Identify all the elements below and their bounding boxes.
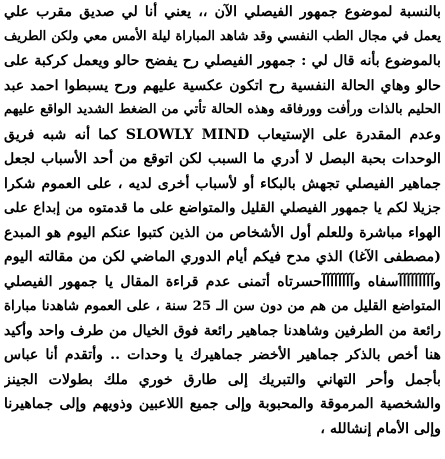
article-line: المتواضع القليل من هم من دون سن الـ 25 سنة ، على العموم شاهدنا مباراة (4, 298, 441, 314)
article-line: وإلى الأمام إنشالله ، (320, 420, 441, 437)
article-line: جماهير الفيصلي تجهش بالبكاء أو لأسباب أخرى لديه ، على العموم شكرا (4, 175, 441, 192)
article-body (4, 0, 441, 441)
article-line: يعمل في مجال الطب النفسي وقد شاهد المباراة ليلة الأمس معي ولكن الطريف (4, 28, 441, 44)
article-line: الحليم بالذات ورأفت وورفاقه وهذه الحالة تأتي من الضغط الشديد الواقع عليهم (4, 102, 441, 117)
article-line: بأجمل وأحر التهاني والتبريك إلى طارق خوري ملك بطولات الجينز (4, 371, 441, 388)
article-line: حالو وهاي الحالة النفسية رح اتكون عكسية عليهم ورح يسبطوا احمد عبد (4, 77, 441, 94)
article-line: وعدم المقدرة على الإستيعاب SLOWLY MIND كما أنه شبه فريق (4, 126, 441, 143)
article-line: الهواء مباشرة وللعلم أول الأشخاص من الذين كتبوا عنكم اليوم هو المبدع (4, 224, 441, 241)
article-line: الوحدات بحبة البصل لا أدري ما السبب لكن اتوقع من أحد الأسباب لجعل (4, 151, 441, 167)
article-line: والشخصية المرموقة والمحبوبة وإلى جميع اللاعبين وذويهم وإلى جماهيرنا (4, 396, 441, 412)
article-line: بالموضوع بأنه قال لي : جمهور الفيصلي رح يفضح حالو ويعمل كركبة على (4, 53, 441, 69)
article-line: بالنسبة لموضوع جمهور الفيصلي الآن ،، يعني أنا لي صديق مقرب علي (4, 4, 441, 20)
article-line: رائعة من الطرفين وشاهدنا جماهير رائعة فوق الخيال من طرف واحد وأكيد (4, 322, 441, 339)
article-line: جزيلا لكم يا جمهور الفيصلي القليل والمتواضع على ما قدمتوه من إبداع على (4, 200, 441, 216)
article-line: وآآآآآآآآآسفاه وآآآآآآآآحسرتاه أتمنى عدم قراءة المقال يا جمهور الفيصلي (4, 273, 441, 290)
article-line: هنا أخص بالذكر جماهير الأخضر جماهيرك يا وحدات .. وأتقدم أنا عباس (4, 347, 441, 363)
article-line: (مصطفى الآغا) الذي مدح فيكم أيام الدوري الماضي لكن من مقالته اليوم (4, 249, 441, 265)
